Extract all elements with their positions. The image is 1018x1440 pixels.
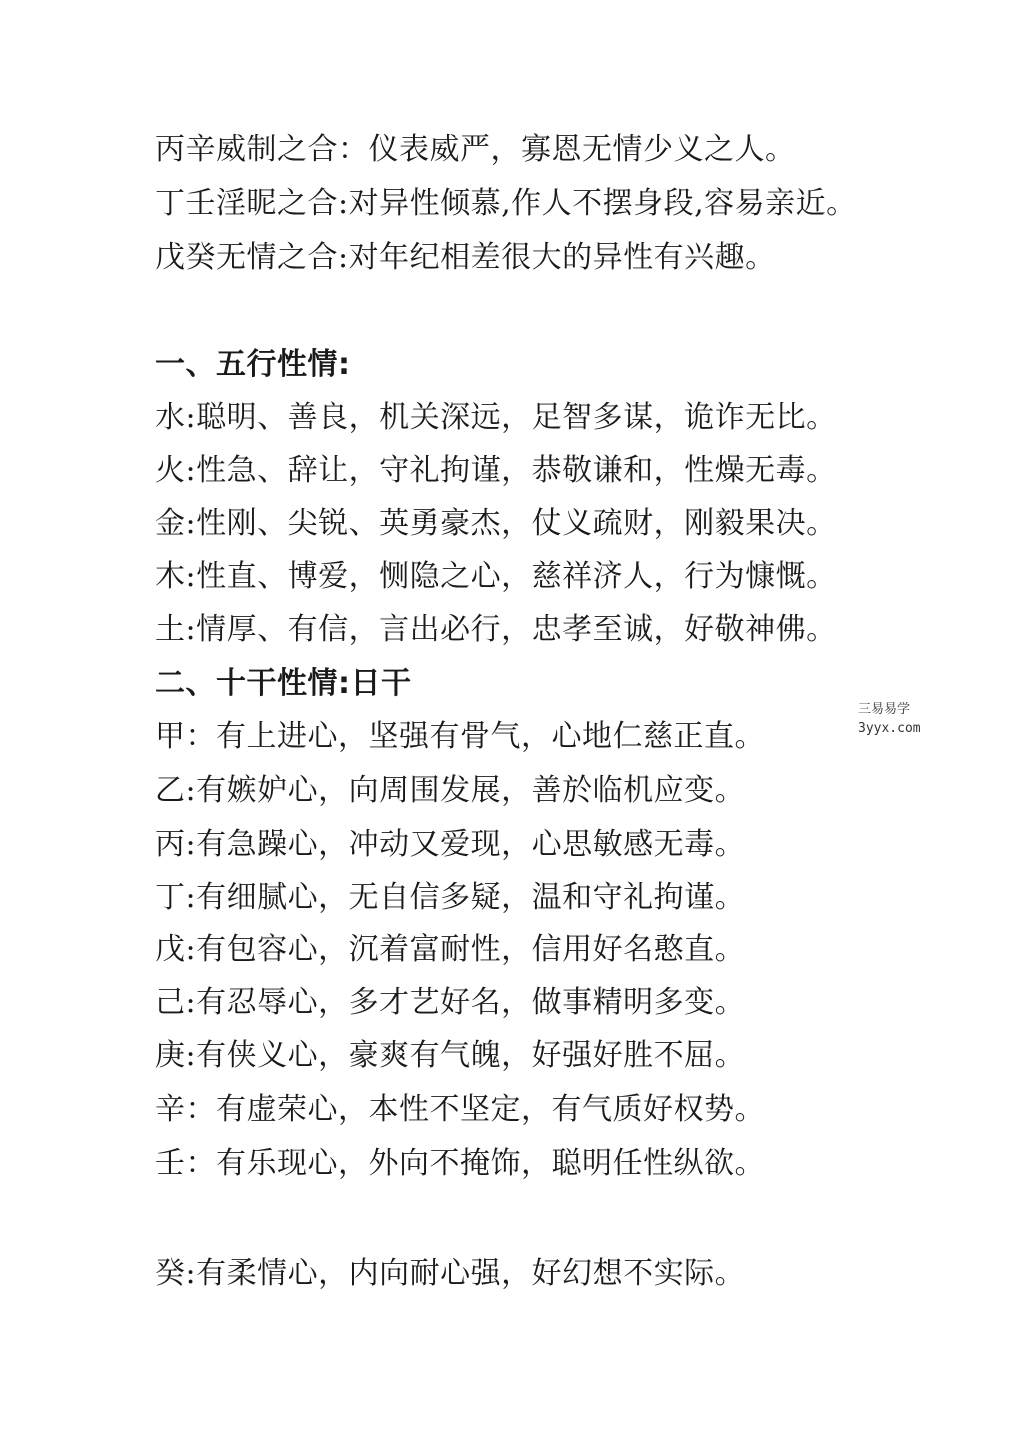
- ten-stem-line: 己:有忍辱心，多才艺好名，做事精明多变。: [155, 985, 746, 1020]
- combination-line: 丁壬淫昵之合:对异性倾慕,作人不摆身段,容易亲近。: [155, 186, 857, 221]
- five-element-line: 土:情厚、有信，言出必行，忠孝至诚，好敬神佛。: [155, 612, 837, 647]
- five-element-line: 水:聪明、善良，机关深远，足智多谋，诡诈无比。: [155, 400, 837, 435]
- section-heading-five-elements: 一、五行性情:: [155, 347, 351, 382]
- section-heading-ten-stems: 二、十干性情:日干: [155, 666, 412, 701]
- ten-stem-line: 辛：有虚荣心，本性不坚定，有气质好权势。: [155, 1092, 765, 1127]
- five-element-line: 金:性刚、尖锐、英勇豪杰，仗义疏财，刚毅果决。: [155, 506, 837, 541]
- ten-stem-line: 甲：有上进心，坚强有骨气，心地仁慈正直。: [155, 719, 765, 754]
- watermark-line: 三易易学: [858, 702, 911, 717]
- ten-stem-line: 癸:有柔情心，内向耐心强，好幻想不实际。: [155, 1256, 746, 1291]
- combination-line: 戊癸无情之合:对年纪相差很大的异性有兴趣。: [155, 240, 776, 275]
- ten-stem-line: 乙:有嫉妒心，向周围发展，善於临机应变。: [155, 773, 746, 808]
- ten-stem-line: 庚:有侠义心，豪爽有气魄，好强好胜不屈。: [155, 1038, 746, 1073]
- ten-stem-line: 戊:有包容心，沉着富耐性，信用好名憨直。: [155, 932, 746, 967]
- five-element-line: 火:性急、辞让，守礼拘谨，恭敬谦和，性燥无毒。: [155, 453, 837, 488]
- combination-line: 丙辛威制之合：仪表威严，寡恩无情少义之人。: [155, 132, 796, 167]
- ten-stem-line: 丙:有急躁心，冲动又爱现，心思敏感无毒。: [155, 827, 746, 862]
- ten-stem-line: 丁:有细腻心，无自信多疑，温和守礼拘谨。: [155, 880, 746, 915]
- watermark-line: 3yyx.com: [858, 721, 921, 736]
- five-element-line: 木:性直、博爱，恻隐之心，慈祥济人，行为慷慨。: [155, 559, 837, 594]
- ten-stem-line: 壬：有乐现心，外向不掩饰，聪明任性纵欲。: [155, 1146, 765, 1181]
- watermark: [858, 700, 921, 738]
